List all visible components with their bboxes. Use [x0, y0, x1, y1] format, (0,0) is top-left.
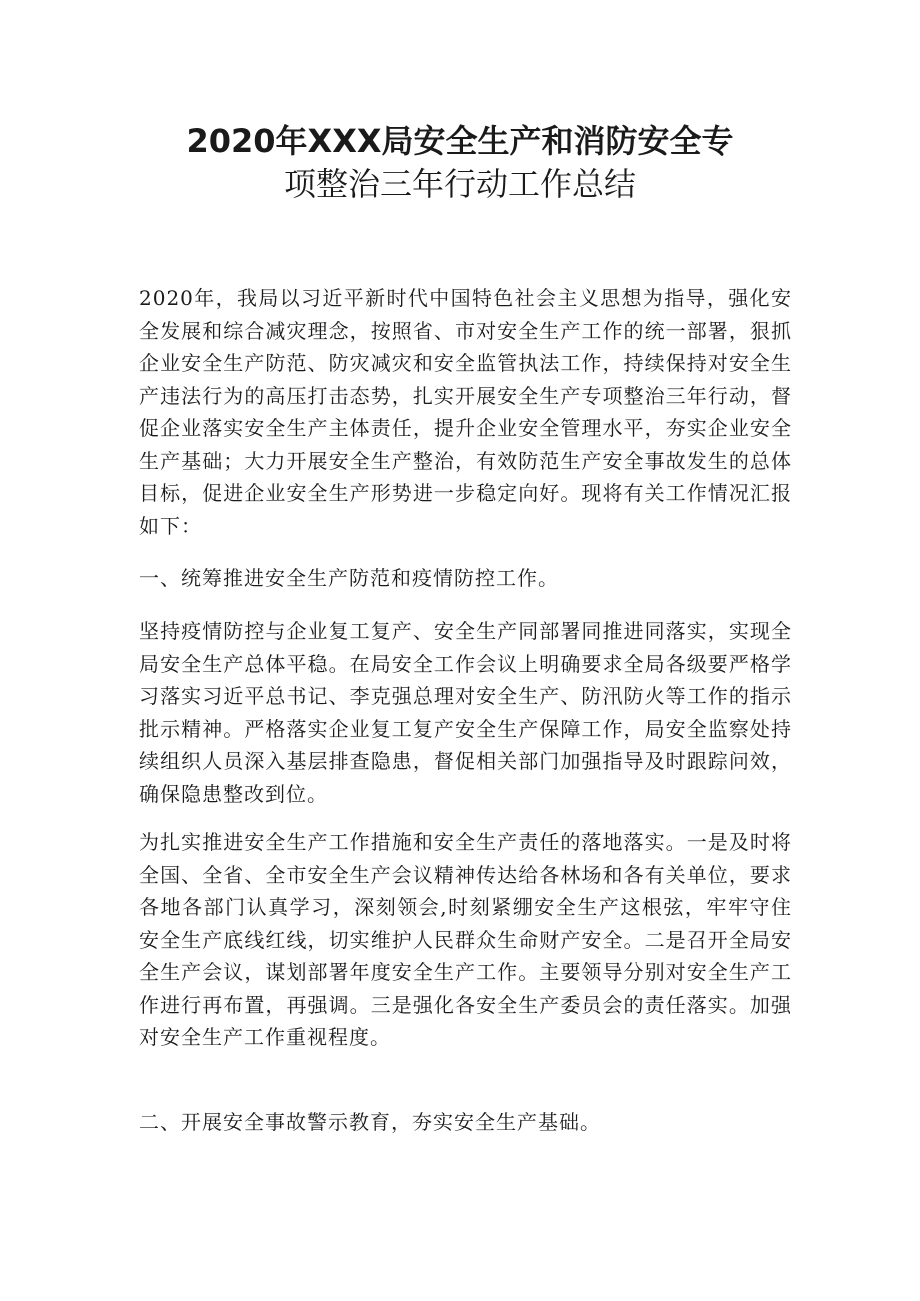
section-heading-1: 一、统筹推进安全生产防范和疫情防控工作。: [139, 566, 559, 590]
section-1-paragraph-2: 为扎实推进安全生产工作措施和安全生产责任的落地落实。一是及时将全国、全省、全市安全生产会议精神传达给各林场和各有关单位，要求各地各部门认真学习，深刻领会,时刻紧绷安全生产这根弦，牢牢守住安全生产底线红线，切实维护人民群众生命财产安全。二是召开全局安全生产会议，谋划部署年度安全生产工作。主要领导分别对安全生产工作进行再布置，再强调。三是强化各安全生产委员会的责任落实。加强对安全生产工作重视程度。: [139, 830, 792, 1049]
section-1-paragraph-1: 坚持疫情防控与企业复工复产、安全生产同部署同推进同落实，实现全局安全生产总体平稳。在局安全工作会议上明确要求全局各级要严格学习落实习近平总书记、李克强总理对安全生产、防汛防火等工作的指示批示精神。严格落实企业复工复产安全生产保障工作，局安全监察处持续组织人员深入基层排查隐患，督促相关部门加强指导及时跟踪问效，确保隐患整改到位。: [139, 619, 792, 806]
section-heading-2: 二、开展安全事故警示教育，夯实安全生产基础。: [139, 1110, 601, 1134]
document-title-line-1: 2020年XXX局安全生产和消防安全专: [186, 122, 734, 160]
document-title-line-2: 项整治三年行动工作总结: [283, 165, 636, 203]
intro-paragraph: 2020年，我局以习近平新时代中国特色社会主义思想为指导，强化安全发展和综合减灾理念，按照省、市对安全生产工作的统一部署，狠抓企业安全生产防范、防灾减灾和安全监管执法工作，持续保持对安全生产违法行为的高压打击态势，扎实开展安全生产专项整治三年行动，督促企业落实安全生产主体责任，提升企业安全管理水平，夯实企业安全生产基础；大力开展安全生产整治，有效防范生产安全事故发生的总体目标，促进企业安全生产形势进一步稳定向好。现将有关工作情况汇报如下：: [139, 286, 792, 538]
